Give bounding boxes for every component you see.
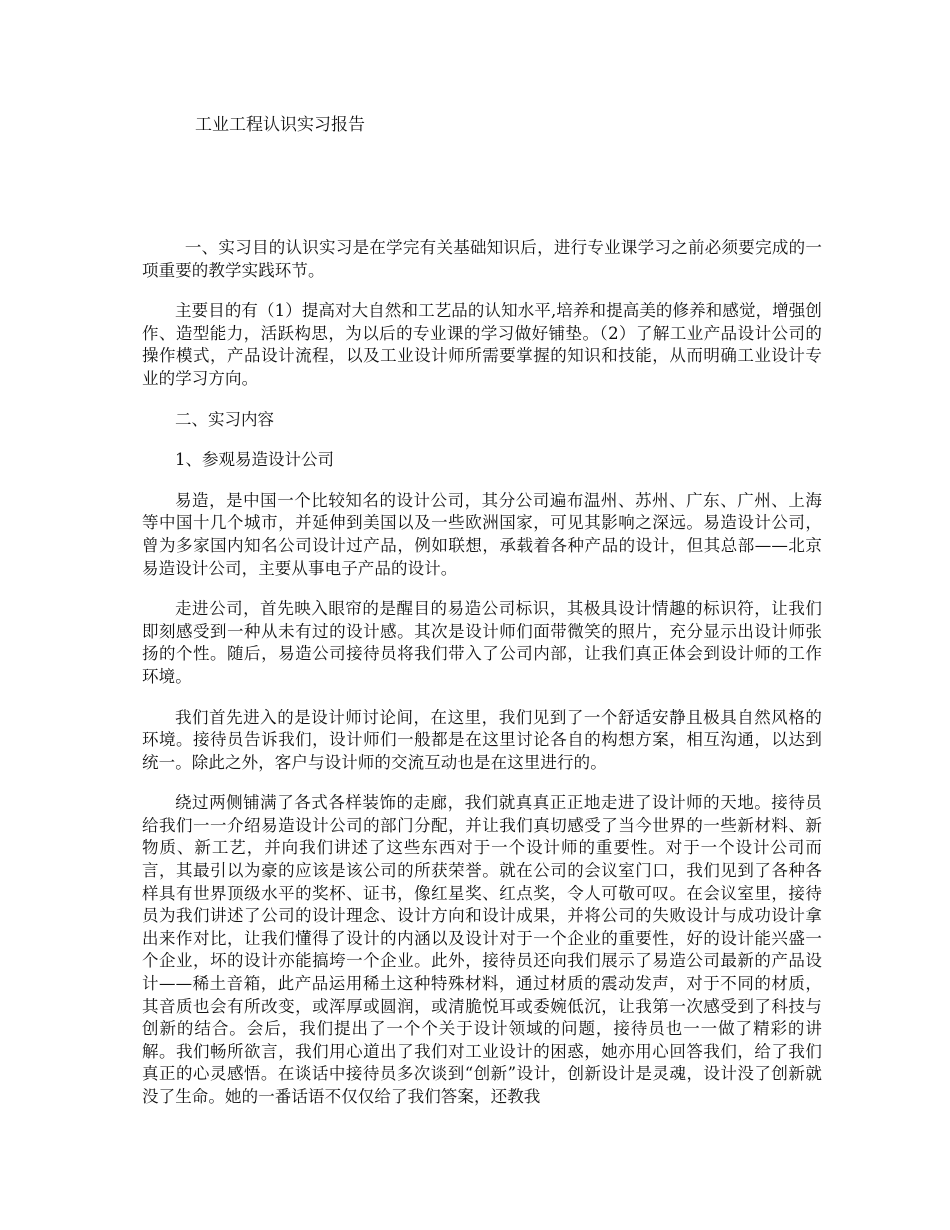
document-title: 工业工程认识实习报告 bbox=[195, 115, 365, 135]
section-heading-content: 二、实习内容 bbox=[175, 409, 274, 429]
paragraph-main-goals: 主要目的有（1）提高对大自然和工艺品的认知水平,培养和提高美的修养和感觉，增强创作、造型能力，活跃构思，为以后的专业课的学习做好铺垫。（2）了解工业产品设计公司的操作模式，产品设计流程，以及工业设计师所需要掌握的知识和技能，从而明确工业设计专业的学习方向。 bbox=[142, 301, 822, 388]
paragraph-discussion-room: 我们首先进入的是设计师讨论间，在这里，我们见到了一个舒适安静且极具自然风格的环境。接待员告诉我们，设计师们一般都是在这里讨论各自的构想方案，相互沟通，以达到统一。除此之外，客户与设计师的交流互动也是在这里进行的。 bbox=[142, 707, 822, 772]
paragraph-entering-company: 走进公司，首先映入眼帘的是醒目的易造公司标识，其极具设计情趣的标识符，让我们即刻感受到一种从未有过的设计感。其次是设计师们面带微笑的照片，充分显示出设计师张扬的个性。随后，易造公司接待员将我们带入了公司内部，让我们真正体会到设计师的工作环境。 bbox=[142, 599, 822, 686]
paragraph-designer-space: 绕过两侧铺满了各式各样装饰的走廊，我们就真真正正地走进了设计师的天地。接待员给我们一一介绍易造设计公司的部门分配，并让我们真切感受了当今世界的一些新材料、新物质、新工艺，并向我们讲述了这些东西对于一个设计师的重要性。对于一个设计公司而言，其最引以为豪的应该是该公司的所获荣誉。就在公司的会议室门口，我们见到了各种各样具有世界顶级水平的奖杯、证书，像红星奖、红点奖，令人可敬可叹。在会议室里，接待员为我们讲述了公司的设计理念、设计方向和设计成果，并将公司的失败设计与成功设计拿出来作对比，让我们懂得了设计的内涵以及设计对于一个企业的重要性，好的设计能兴盛一个企业，坏的设计亦能搞垮一个企业。此外，接待员还向我们展示了易造公司最新的产品设计——稀土音箱，此产品运用稀土这种特殊材料，通过材质的震动发声，对于不同的材质，其音质也会有所改变，或浑厚或圆润，或清脆悦耳或委婉低沉，让我第一次感受到了科技与创新的结合。会后，我们提出了一个个关于设计领域的问题，接待员也一一做了精彩的讲解。我们畅所欲言，我们用心道出了我们对工业设计的困惑，她亦用心回答我们，给了我们真正的心灵感悟。在谈话中接待员多次谈到“创新”设计，创新设计是灵魂，设计没了创新就没了生命。她的一番话语不仅仅给了我们答案，还教我 bbox=[142, 793, 822, 1106]
paragraph-company-intro: 易造，是中国一个比较知名的设计公司，其分公司遍布温州、苏州、广东、广州、上海等中国十几个城市，并延伸到美国以及一些欧洲国家，可见其影响之深远。易造设计公司，曾为多家国内知名公司设计过产品，例如联想，承载着各种产品的设计，但其总部——北京易造设计公司，主要从事电子产品的设计。 bbox=[142, 490, 822, 578]
document-body bbox=[142, 237, 822, 1127]
subsection-heading-visit: 1、参观易造设计公司 bbox=[175, 450, 334, 470]
paragraph-purpose-intro: 一、实习目的认识实习是在学完有关基础知识后，进行专业课学习之前必须要完成的一项重要的教学实践环节。 bbox=[142, 238, 822, 280]
